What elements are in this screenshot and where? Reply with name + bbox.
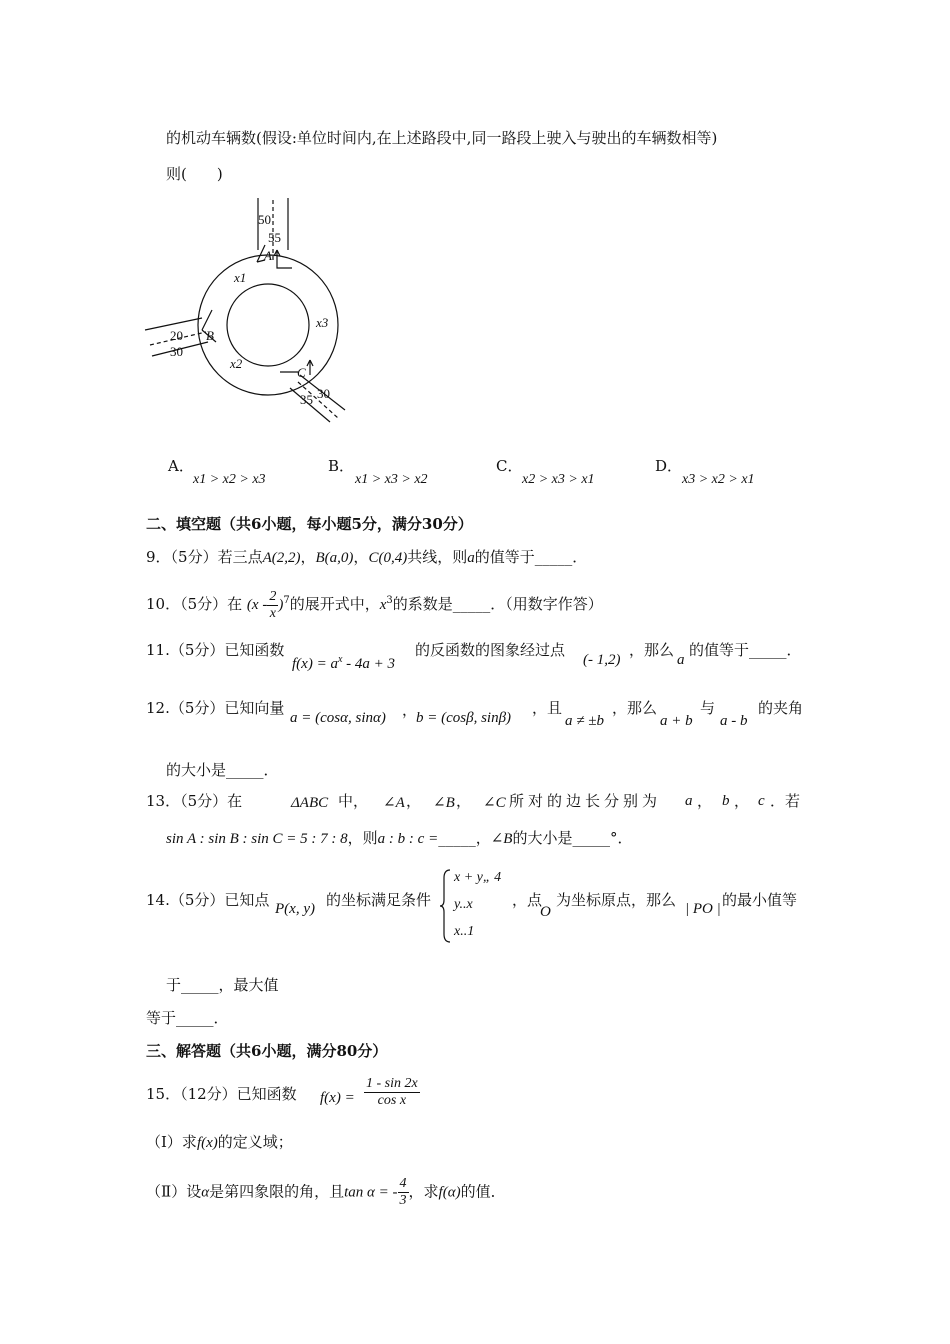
q10-frac-den: x bbox=[269, 605, 276, 621]
q13-line1-b: 中， bbox=[338, 792, 369, 810]
q15-frac-den: cos x bbox=[377, 1093, 407, 1108]
q13-a: a bbox=[685, 793, 693, 809]
option-C-expr: x2 > x3 > x1 bbox=[522, 472, 595, 487]
q15-num: 15．（12分）已知函数 bbox=[146, 1085, 297, 1103]
q14-line3: 等于_____． bbox=[146, 1009, 229, 1027]
q12-vector-b: b = (cosβ, sinβ) bbox=[416, 710, 512, 726]
q11-expr-sup: x bbox=[337, 654, 343, 665]
intro-line-1: 的机动车辆数(假设:单位时间内,在上述路段中,同一路段上驶入与驶出的车辆数相等) bbox=[166, 129, 718, 147]
q11-num: 11.（5分）已知函数 bbox=[146, 641, 285, 659]
label-x1: x1 bbox=[234, 270, 247, 285]
q9-sep1: ， bbox=[300, 548, 316, 566]
q15-tan-den: 3 bbox=[399, 1193, 407, 1208]
q14-mid3: 为坐标原点，那么 bbox=[556, 891, 677, 909]
q9-sep2: ， bbox=[353, 548, 369, 566]
q11-expr: f(x) = a bbox=[292, 656, 338, 672]
q11-mid: 的反函数的图象经过点 bbox=[415, 641, 566, 659]
q12-cond: a ≠ ±b bbox=[565, 713, 604, 729]
q10-term-pow: 3 bbox=[386, 595, 393, 606]
q15-part1-b: 的定义域； bbox=[217, 1133, 293, 1151]
q15-fraction bbox=[364, 1076, 420, 1109]
option-C-letter: C． bbox=[496, 457, 523, 475]
label-A: A bbox=[264, 248, 272, 263]
q10-fraction bbox=[267, 589, 278, 622]
q13-line2-mid: ，则 bbox=[347, 829, 378, 847]
q14-line2: 于_____，最大值 bbox=[166, 976, 279, 994]
q10-power: 7 bbox=[283, 595, 290, 606]
section-2-heading: 二、填空题（共6小题，每小题5分，满分30分） bbox=[146, 515, 473, 533]
q15-alpha: α bbox=[201, 1184, 210, 1201]
q15-part2-b: 是第四象限的角，且 bbox=[209, 1182, 345, 1201]
q13-c: c bbox=[758, 793, 765, 809]
q9-point-a: A(2,2) bbox=[262, 550, 301, 566]
q13-angle-b2: ∠B bbox=[490, 831, 513, 847]
q10-term: x bbox=[379, 597, 387, 613]
label-left-in: 20 bbox=[170, 328, 183, 343]
q9-point-c: C(0,4) bbox=[368, 550, 408, 566]
q9-tail2: 的值等于_____． bbox=[474, 548, 588, 566]
question-10 bbox=[146, 588, 603, 622]
q13-line1-c: 所对的边长分别为 bbox=[509, 792, 662, 810]
q14-condition-3: x..1 bbox=[454, 924, 475, 939]
q15-part2-a: （Ⅱ）设 bbox=[146, 1182, 202, 1201]
q13-comma4: ， bbox=[734, 792, 750, 810]
option-B bbox=[328, 456, 354, 476]
q12-num: 12.（5分）已知向量 bbox=[146, 699, 285, 717]
q11-point: (- 1,2) bbox=[583, 652, 621, 668]
option-D bbox=[655, 456, 682, 476]
q15-tan: tan α = - bbox=[344, 1184, 398, 1201]
option-B-letter: B． bbox=[328, 457, 355, 475]
option-A-letter: A． bbox=[168, 457, 194, 475]
q14-po: | PO | bbox=[685, 901, 721, 917]
q10-num: 10．（5分）在 bbox=[146, 595, 243, 613]
q11-expr-tail: - 4a + 3 bbox=[342, 656, 396, 672]
q12-line2: 的大小是_____． bbox=[166, 761, 279, 779]
label-B: B bbox=[206, 328, 214, 343]
option-B-expr: x1 > x3 > x2 bbox=[355, 472, 428, 487]
q12-mid2: ，那么 bbox=[612, 699, 658, 717]
q13-angle-b: ∠B bbox=[433, 795, 455, 811]
q13-line2-tail: 的大小是_____°． bbox=[512, 829, 633, 847]
q14-brace bbox=[440, 868, 452, 944]
label-top-out: 55 bbox=[268, 230, 281, 245]
q15-part1-f: f(x) bbox=[196, 1135, 218, 1151]
q13-comma3: ， bbox=[697, 792, 713, 810]
question-11 bbox=[146, 640, 284, 660]
q14-condition-1: x + y„ 4 bbox=[454, 870, 502, 885]
q13-line2 bbox=[166, 828, 632, 849]
option-D-expr: x3 > x2 > x1 bbox=[682, 472, 755, 487]
q9-var: a bbox=[467, 550, 475, 566]
q13-comma2: ， bbox=[456, 792, 472, 810]
q15-part2-c: ，求 bbox=[408, 1182, 439, 1201]
label-x2: x2 bbox=[230, 356, 243, 371]
q14-tail: 的最小值等 bbox=[722, 891, 798, 909]
option-C bbox=[496, 456, 522, 476]
label-C: C bbox=[297, 365, 306, 380]
label-left-out: 30 bbox=[170, 344, 183, 359]
q11-tail: 的值等于_____． bbox=[689, 641, 802, 659]
q13-angle-c: ∠C bbox=[483, 795, 506, 811]
q14-mid: 的坐标满足条件 bbox=[326, 891, 432, 909]
option-D-letter: D． bbox=[655, 457, 683, 475]
option-A-expr: x1 > x2 > x3 bbox=[193, 472, 266, 487]
q14-origin: O bbox=[540, 904, 551, 920]
q13-line1-a: 13．（5分）在 bbox=[146, 792, 243, 810]
q15-part-2 bbox=[146, 1176, 506, 1209]
q10-mid: 的展开式中， bbox=[289, 595, 380, 613]
q14-conditions bbox=[454, 864, 501, 945]
q15-tan-num: 4 bbox=[399, 1176, 407, 1191]
q14-condition-2: y..x bbox=[454, 897, 473, 912]
q11-mid2: ，那么 bbox=[629, 641, 675, 659]
q14-point-p: P(x, y) bbox=[275, 901, 315, 917]
label-br-in: 30 bbox=[317, 386, 330, 401]
intro-line-2: 则( ) bbox=[166, 165, 223, 183]
q13-side-ratio: a : b : c = bbox=[377, 831, 439, 847]
q13-angle-a: ∠A bbox=[383, 795, 405, 811]
q15-f-alpha: f(α) bbox=[438, 1184, 461, 1201]
label-br-out: 35 bbox=[300, 392, 313, 407]
q12-sum: a + b bbox=[660, 713, 693, 729]
q15-part2-d: 的值． bbox=[460, 1182, 506, 1201]
q15-part-1 bbox=[146, 1132, 293, 1153]
option-A bbox=[168, 456, 194, 476]
q15-part1-a: （Ⅰ）求 bbox=[146, 1133, 197, 1151]
q9-num: 9．（5分）若三点 bbox=[146, 548, 263, 566]
q13-comma1: ， bbox=[406, 792, 422, 810]
q11-var: a bbox=[677, 652, 685, 668]
q9-point-b: B(a,0) bbox=[315, 550, 354, 566]
q13-line1-d: ．若 bbox=[770, 792, 801, 810]
q14-mid2: ，点 bbox=[512, 891, 543, 909]
q12-diff: a - b bbox=[720, 713, 748, 729]
section-3-heading: 三、解答题（共6小题，满分80分） bbox=[146, 1042, 388, 1060]
q14-num: 14.（5分）已知点 bbox=[146, 891, 270, 909]
q15-frac-num: 1 - sin 2x bbox=[366, 1076, 418, 1091]
q12-mid3: 与 bbox=[700, 699, 716, 717]
q10-expr-post: ) bbox=[278, 597, 284, 613]
q12-sep: ， bbox=[402, 701, 418, 719]
q9-tail: 共线，则 bbox=[407, 548, 468, 566]
q15-lhs: f(x) = bbox=[320, 1090, 355, 1106]
q10-tail: 的系数是_____．（用数字作答） bbox=[392, 595, 603, 613]
label-x3: x3 bbox=[316, 315, 329, 330]
q13-sine-ratio: sin A : sin B : sin C = 5 : 7 : 8 bbox=[166, 831, 348, 847]
roundabout-diagram bbox=[140, 190, 360, 430]
q10-expr-pre: (x - bbox=[246, 597, 268, 613]
question-9 bbox=[146, 547, 587, 568]
q13-triangle: ΔABC bbox=[291, 795, 329, 811]
q12-tail: 的夹角 bbox=[758, 699, 804, 717]
q12-mid: ，且 bbox=[532, 699, 563, 717]
q10-frac-num: 2 bbox=[269, 588, 277, 604]
label-top-in: 50 bbox=[258, 212, 271, 227]
q13-blank: _____， bbox=[438, 829, 491, 847]
q13-b: b bbox=[722, 793, 730, 809]
q11-function bbox=[292, 650, 395, 674]
q12-vector-a: a = (cosα, sinα) bbox=[290, 710, 386, 726]
